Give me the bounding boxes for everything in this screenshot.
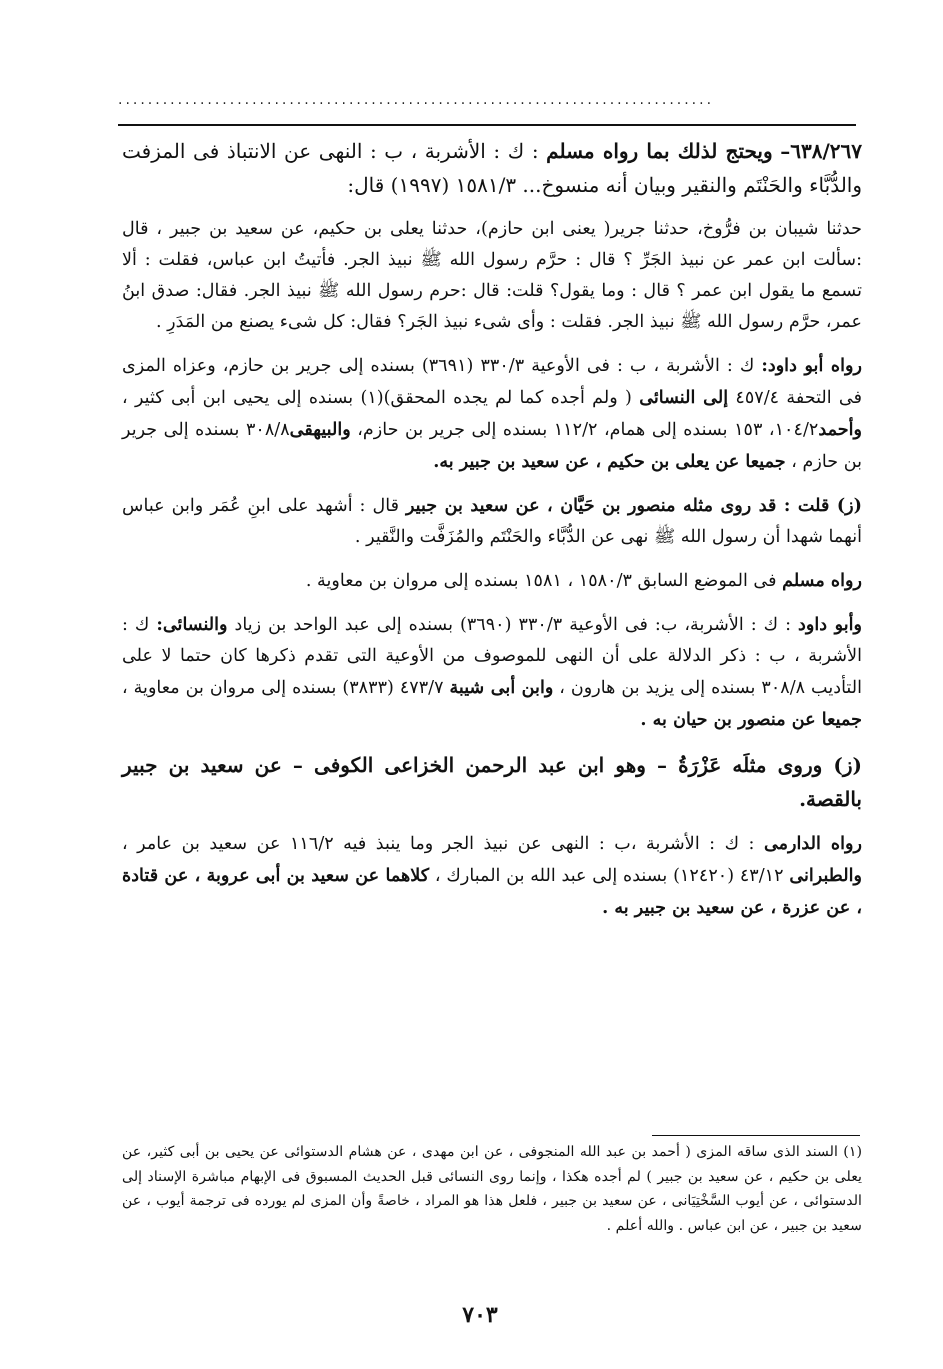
text-segment: ٤٣/١٢ (١٢٤٢٠) بسنده إلى عبد الله بن المبارك ، [429,866,790,886]
bold-segment: جميعا عن منصور بن حيان به . [640,709,862,730]
takhrij-abu-dawud [122,350,862,478]
text-segment: فى الموضع السابق ١٥٨٠/٣ ، ١٥٨١ بسنده إلى مروان بن معاوية . [305,571,783,591]
bold-segment: وابن أبى شيبة [449,677,554,698]
hadith-number: ٦٣٨/٢٦٧– [780,139,862,163]
text-segment: ٤٧٣/٧ (٣٨٣٣) بسنده إلى مروان بن معاوية ، [122,678,450,698]
text-segment: : ك : الأشربة، ب: فى الأوعية ٣٣٠/٣ (٣٦٩٠) بسنده إلى عبد الواحد بن زياد [227,615,799,635]
text-segment: : ك : الأشربة ،ب : النهى عن نبيذ الجر وما ينبذ فيه ١١٦/٢ عن سعيد بن عامر ، [122,834,764,854]
bold-segment: رواه الدارمى [763,833,862,854]
hadith-intro: ويحتج لذلك بما رواه مسلم [546,139,773,163]
page-number: ٧٠٣ [462,1302,498,1328]
bold-segment: جميعا عن يعلى بن حكيم ، عن سعيد بن جبير به. [433,451,786,472]
bold-segment: إلى النسائى [639,387,729,408]
bold-segment: رواه أبو داود: [761,355,862,376]
bold-segment: والنسائى: [156,614,228,635]
bold-segment: (ز) قلت : قد روى مثله منصور بن حَيَّان ، عن سعيد بن جبير [405,495,862,516]
note-azra [122,748,862,816]
header-dotted-line: ................................................................................ [118,92,715,106]
footnote: (١) السند الذى ساقه المزى ( أحمد بن عبد الله المنجوفى ، عن ابن مهدى ، عن هشام الدستوائى عن يحيى بن أبى كثير، عن يعلى بن حكيم ، عن سعيد بن جبير ) لم أجده هكذا ، وإنما روى النسائى قبل الحديث المسبوق فى الإبهام مباشرة الإسناد إلى الدستوائى ، عن أيوب السَّخْتِيَانى ، عن سعيد بن جبير ، فلعل هذا هو المراد ، خاصةً وأن المزى لم يورده فى ترجمة أيوب ، عن سعيد بن جبير ، عن ابن عباس . والله أعلم . [122,1144,862,1234]
takhrij-abu-dawud-nasai [122,609,862,736]
text-segment: قال : أشهد على ابنِ عُمَر وابن عباس أنهما شهدا أن رسول الله ﷺ نهى عن الدُّبَّاء والحَنْتَم والمُزَفَّت والنَّقير . [122,496,862,547]
footnote-rule [652,1135,860,1136]
hadith-text: حدثنا شيبان بن فرُّوخ، حدثنا جرير( يعنى ابن حازم)، حدثنا يعلى بن حكيم، عن سعيد بن جبير ، قال :سألت ابن عمر عن نبيذ الجَرِّ ؟ قال : حرَّم رسول الله ﷺ نبيذ الجر. فأتيتُ ابن عباس، فقلت : ألا تسمع ما يقول ابن عمر ؟ قال : وما يقول؟ قلت: قال :حرم رسول الله ﷺ نبيذ الجر. فقال: صدق ابنُ عمر، حرَّم رسول الله ﷺ نبيذ الجر. فقلت : وأى شىء نبيذ الجَر؟ فقال: كل شىء يصنع من المَدَرِ . [122,219,862,332]
bold-segment: والطبرانى [789,865,862,886]
bold-segment: رواه مسلم [782,570,862,591]
note-mansur [122,490,862,553]
hadith-heading [122,134,862,202]
bold-segment: كلاهما عن سعيد بن أبى عروبة ، عن قتادة ، عن عزرة ، عن سعيد بن جبير به . [122,865,862,918]
main-text [122,134,862,936]
text-segment: ٣٠٨/٨ بسنده إلى جرير بن حازم ، [122,420,862,472]
bold-segment: وأحمد [818,419,862,440]
takhrij-darimi [122,828,862,924]
text-segment: ك : الأشربة ، ب : فى الأوعية ٣٣٠/٣ (٣٦٩١) بسنده إلى جرير بن حازم، وعزاه المزى فى التحفة ٤٥٧/٤ [122,356,863,408]
header-rule [118,124,856,126]
bold-segment: (ز) وروى مثلَه عَزْرَةُ – وهو ابن عبد الرحمن الخزاعى الكوفى – عن سعيد بن جبير بالقصة. [122,753,862,811]
text-segment: ( ولم أجده كما لم يجده المحقق)(١) بسنده إلى يحيى ابن أبى كثير ، [122,388,640,408]
text-segment: ك : الأشربة ، ب : ذكر الدلالة على أن النهى للموصوف من الأوعية التى تقدم ذكرها كان حتما لا على التأديب ٣٠٨/٨ بسنده إلى يزيد بن هارون ، [122,615,862,698]
text-segment: ١٠٤/٢، ١٥٣ بسنده إلى همام، ١١٢/٢ بسنده إلى جرير بن حازم، [350,420,819,440]
takhrij-muslim [122,565,862,597]
bold-segment: وأبو داود [798,614,862,635]
bold-segment: والبيهقى [289,419,351,440]
hadith-source: : ك : الأشربة ، ب : النهى عن الانتباذ فى المزفت والدُّبَّاء والحَنْتَم والنقير وبيان أنه منسوخ... ١٥٨١/٣ (١٩٩٧) قال: [122,139,862,197]
